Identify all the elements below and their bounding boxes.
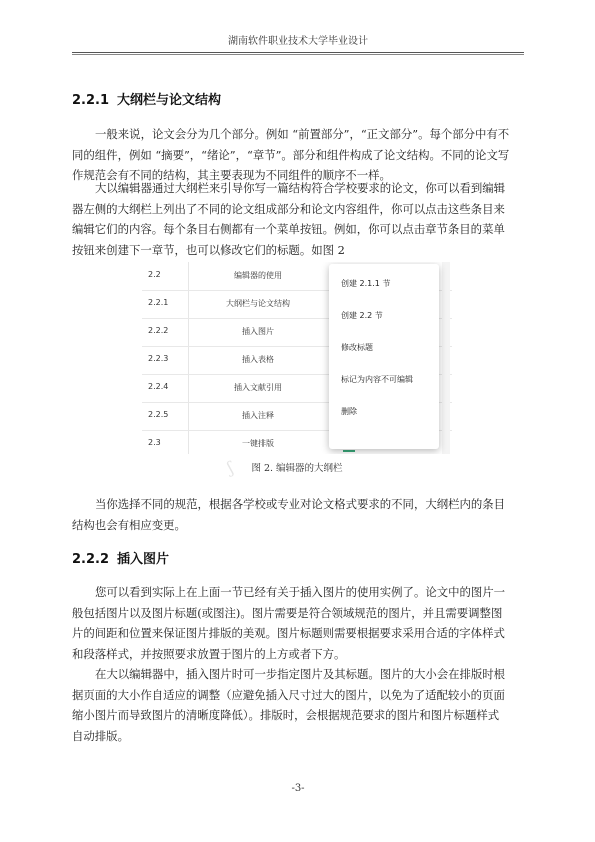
text-line: 结构也会有相应变更。: [72, 517, 186, 532]
text-line: 器左侧的大纲栏上列出了不同的论文组成部分和论文内容组件，你可以点击这些条目来: [72, 201, 505, 216]
outline-item-title: 编辑器的使用: [234, 271, 282, 280]
outline-item-number: 2.2.4: [148, 382, 169, 391]
section-title: 插入图片: [117, 552, 170, 567]
text-line: 编辑它们的内容。每个条目右侧都有一个菜单按钮。例如，你可以点击章节条目的菜单: [72, 222, 505, 236]
outline-item-title: 插入表格: [242, 355, 274, 364]
text-line: 片的间距和位置来保证图片排版的美观。图片标题则需要根据要求采用合适的字体样式: [72, 626, 505, 640]
section-heading-2-2-2: [72, 552, 169, 568]
outline-item-title: 插入图片: [242, 327, 274, 336]
text-line: 自动排版。: [72, 728, 129, 743]
figure-caption: 图 2. 编辑器的大纲栏: [251, 463, 343, 474]
text-line: 当你选择不同的规范，根据各学校或专业对论文格式要求的不同，大纲栏内的条目: [95, 497, 506, 511]
menu-item-rename[interactable]: 修改标题: [341, 343, 373, 352]
section-number: 2.2.2: [72, 552, 110, 567]
outline-item-title: 插入注释: [242, 411, 274, 420]
header-rule: [72, 52, 524, 53]
text-line: 在大以编辑器中，插入图片时可一步指定图片及其标题。图片的大小会在排版时根: [95, 667, 506, 681]
text-line: 缩小图片而导致图片的清晰度降低）。排版时，会根据规范要求的图片和图片标题样式: [72, 708, 500, 722]
text-line: 作规范会有不同的结构，其主要表现为不同组件的顺序不一样。: [72, 168, 391, 182]
text-line: 大以编辑器通过大纲栏来引导你写一篇结构符合学校要求的论文，你可以看到编辑: [95, 181, 506, 195]
text-line: 般包括图片以及图片标题(或图注)。图片需要是符合领域规范的图片，并且需要调整图: [72, 605, 503, 620]
menu-item-create-2-1-1[interactable]: 创建 2.1.1 节: [341, 279, 391, 288]
menu-item-delete[interactable]: 删除: [341, 407, 357, 416]
section-heading-2-2-1: [72, 93, 221, 109]
outline-item-number: 2.2.2: [148, 326, 169, 335]
paragraph-spec-change: [72, 494, 524, 535]
paragraph-insert-image: [72, 582, 524, 664]
menu-item-lock-content[interactable]: 标记为内容不可编辑: [341, 375, 413, 384]
page-header: 湖南软件职业技术大学毕业设计: [228, 36, 368, 47]
watermark-mark: ʃ: [224, 457, 236, 478]
text-line: 按钮来创建下一章节，也可以修改它们的标题。如图 2: [72, 242, 345, 257]
scrollbar-track[interactable]: [442, 262, 450, 454]
outline-item-title: 插入文献引用: [234, 383, 282, 392]
context-menu: [329, 264, 439, 449]
paragraph-image-layout: [72, 664, 524, 746]
outline-item-number: 2.2.1: [148, 298, 169, 307]
outline-item-title: 大纲栏与论文结构: [226, 299, 290, 308]
outline-item-number: 2.3: [148, 438, 161, 447]
text-line: 和段落样式，并按照要求放置于图片的上方或者下方。: [72, 646, 346, 661]
menu-item-create-2-2[interactable]: 创建 2.2 节: [341, 311, 383, 320]
paragraph-outline-guide: [72, 178, 524, 260]
text-line: 据页面的大小作自适应的调整（应避免插入尺寸过大的图片，以免为了适配较小的页面: [72, 687, 505, 702]
outline-item-title: 一键排版: [242, 439, 274, 448]
outline-editor-figure: [142, 262, 452, 454]
outline-item-number: 2.2.3: [148, 354, 169, 363]
text-line: 一般来说，论文会分为几个部分。例如 “前置部分”，“正文部分”。每个部分中有不: [95, 127, 510, 141]
section-title: 大纲栏与论文结构: [117, 93, 222, 108]
outline-item-number: 2.2: [148, 270, 161, 279]
paragraph-structure-intro: [72, 124, 524, 186]
section-number: 2.2.1: [72, 93, 110, 108]
header-rule-thin: [72, 54, 524, 55]
text-line: 同的组件，例如 “摘要”，“绪论”，“章节”。部分和组件构成了论文结构。不同的论文写: [72, 147, 510, 162]
page-number: -3-: [291, 783, 305, 794]
text-line: 您可以看到实际上在上面一节已经有关于插入图片的使用实例了。论文中的图片一: [95, 585, 506, 599]
outline-item-number: 2.2.5: [148, 410, 169, 419]
